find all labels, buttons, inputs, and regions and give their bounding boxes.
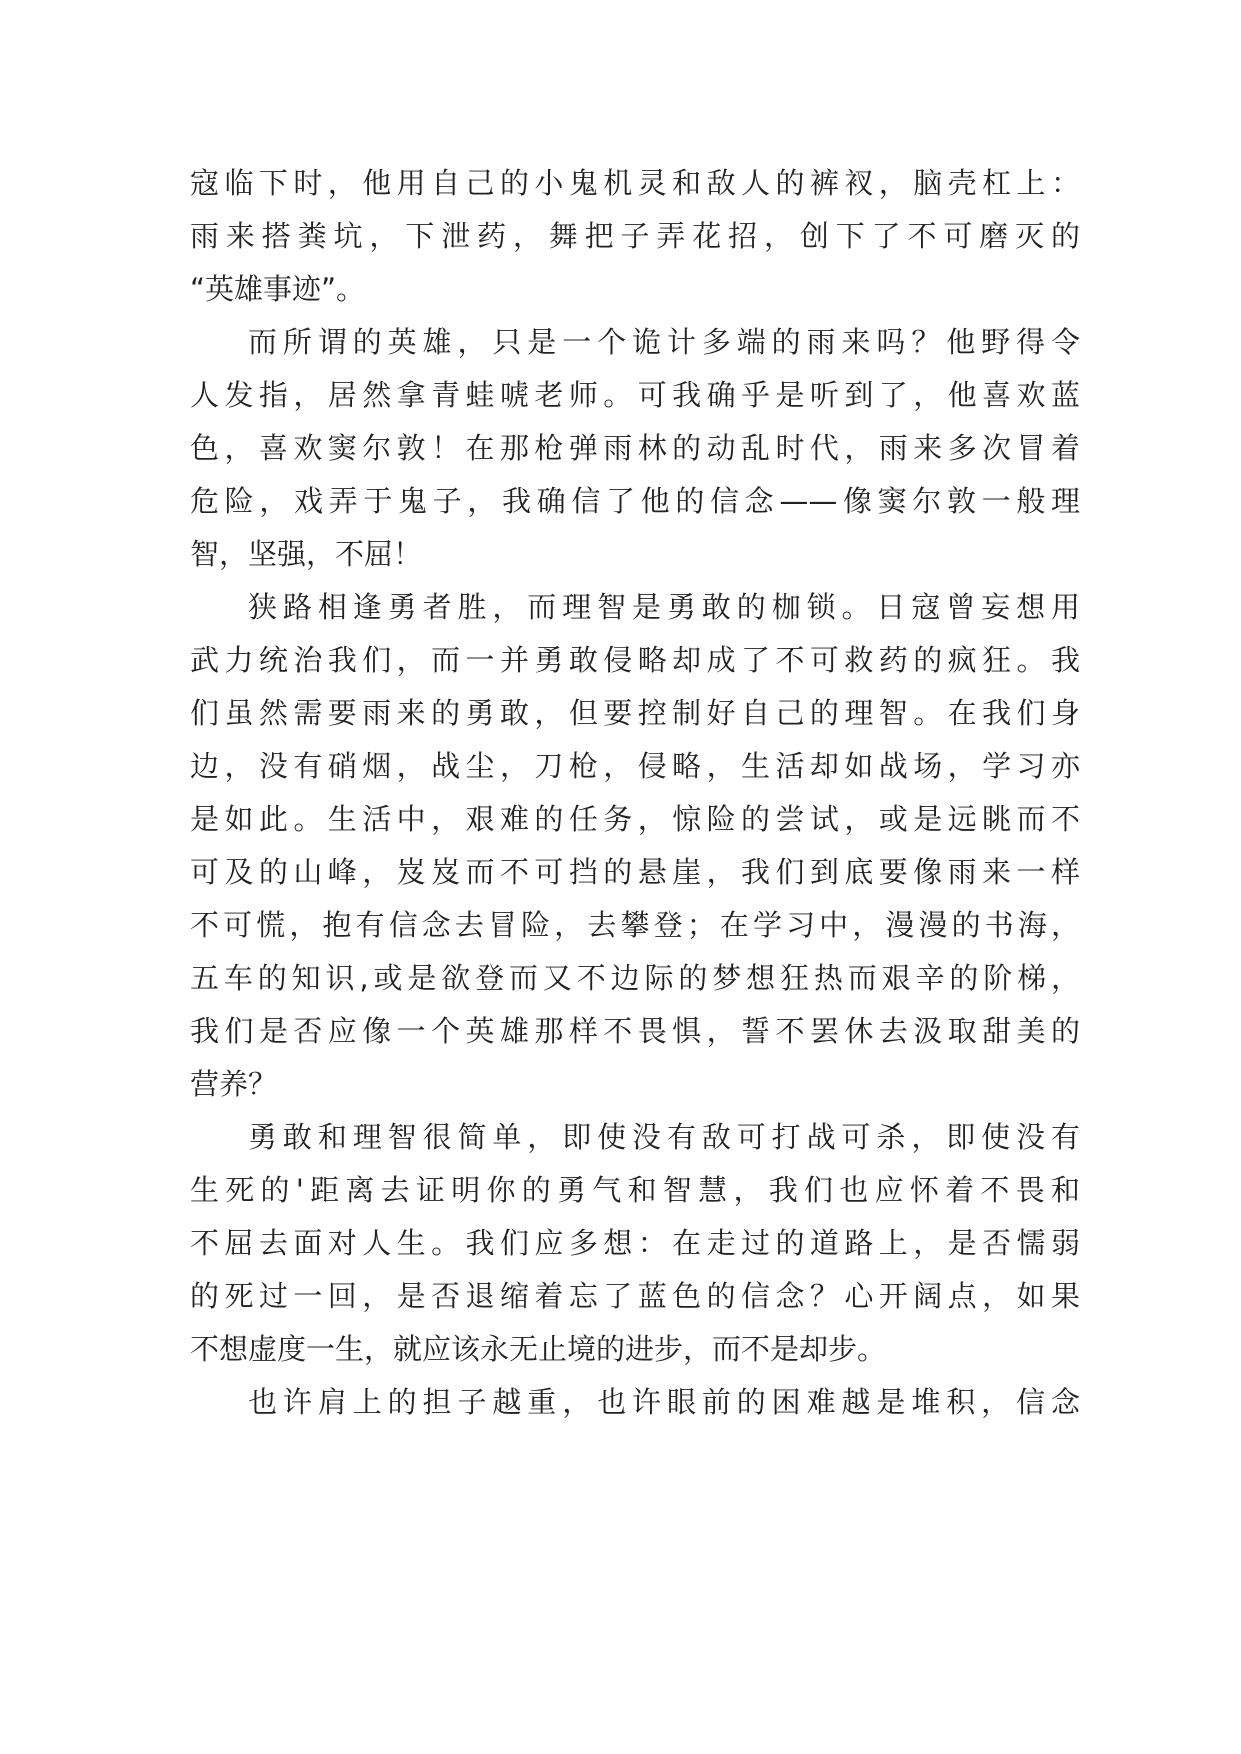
text-line: 是如此。生活中，艰难的任务，惊险的尝试，或是远眺而不 <box>190 802 1080 836</box>
text-line: 色，喜欢窦尔敦！在那枪弹雨林的动乱时代，雨来多次冒着 <box>190 431 1080 465</box>
text-line: 营养？ <box>190 1067 278 1101</box>
text-line: 们虽然需要雨来的勇敢，但要控制好自己的理智。在我们身 <box>190 696 1080 730</box>
text-line: 危险，戏弄于鬼子，我确信了他的信念——像窦尔敦一般理 <box>190 484 1080 518</box>
text-line: 不屈去面对人生。我们应多想：在走过的道路上，是否懦弱 <box>190 1226 1080 1260</box>
text-line: 智，坚强，不屈！ <box>190 537 423 571</box>
text-line: 我们是否应像一个英雄那样不畏惧，誓不罢休去汲取甜美的 <box>190 1014 1080 1048</box>
text-line: 人发指，居然拿青蛙唬老师。可我确乎是听到了，他喜欢蓝 <box>190 378 1080 412</box>
text-line: 武力统治我们，而一并勇敢侵略却成了不可救药的疯狂。我 <box>190 643 1080 677</box>
text-line: 不可慌，抱有信念去冒险，去攀登；在学习中，漫漫的书海， <box>190 908 1080 942</box>
text-line: 五车的知识,或是欲登而又不边际的梦想狂热而艰辛的阶梯， <box>190 961 1080 995</box>
paragraph-first-line: 勇敢和理智很简单，即使没有敌可打战可杀，即使没有 <box>248 1120 1080 1154</box>
text-line: 不想虚度一生，就应该永无止境的进步，而不是却步。 <box>190 1332 887 1366</box>
text-line: 生死的'距离去证明你的勇气和智慧，我们也应怀着不畏和 <box>190 1173 1080 1207</box>
paragraph-first-line: 狭路相逢勇者胜，而理智是勇敢的枷锁。日寇曾妄想用 <box>248 590 1080 624</box>
text-line: 可及的山峰，岌岌而不可挡的悬崖，我们到底要像雨来一样 <box>190 855 1080 889</box>
text-line: 的死过一回，是否退缩着忘了蓝色的信念？心开阔点，如果 <box>190 1279 1080 1313</box>
essay-text <box>190 157 1080 1429</box>
text-line: 寇临下时，他用自己的小鬼机灵和敌人的裤衩，脑壳杠上： <box>190 166 1080 200</box>
text-line: “英雄事迹”。 <box>190 272 366 306</box>
paragraph-first-line: 而所谓的英雄，只是一个诡计多端的雨来吗？他野得令 <box>248 325 1080 359</box>
text-line: 雨来搭粪坑，下泄药，舞把子弄花招，创下了不可磨灭的 <box>190 219 1080 253</box>
text-line: 边，没有硝烟，战尘，刀枪，侵略，生活却如战场，学习亦 <box>190 749 1080 783</box>
paragraph-first-line: 也许肩上的担子越重，也许眼前的困难越是堆积，信念 <box>248 1385 1080 1419</box>
